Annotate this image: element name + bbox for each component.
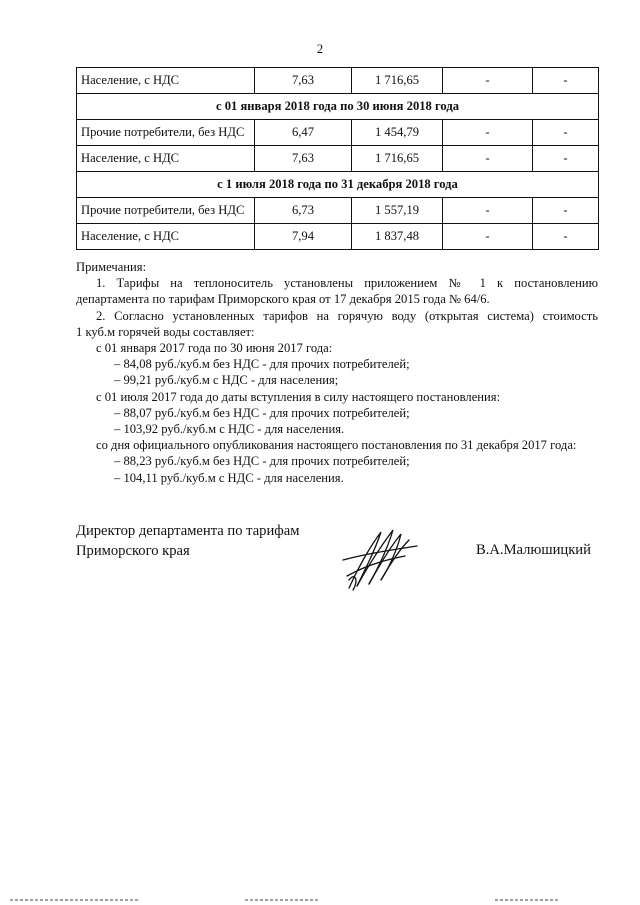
note-2-line-1: 2. Согласно установленных тарифов на горячую воду (открытая система) стоимость xyxy=(96,308,598,323)
consumer-category-cell: Население, с НДС xyxy=(77,146,255,172)
period-2-title: с 01 июля 2017 года до даты вступления в силу настоящего постановления: xyxy=(96,389,501,404)
notes-section xyxy=(76,259,598,486)
period-header: с 01 января 2018 года по 30 июня 2018 года xyxy=(77,94,599,120)
tariff-value-cell: 1 557,19 xyxy=(352,198,443,224)
empty-value-cell: - xyxy=(443,198,533,224)
period-1-item-2: – 99,21 руб./куб.м с НДС - для населения; xyxy=(114,373,339,388)
empty-value-cell: - xyxy=(533,198,599,224)
note-1-line-2: департамента по тарифам Приморского края от 17 декабря 2015 года № 64/6. xyxy=(76,292,490,307)
period-header: с 1 июля 2018 года по 31 декабря 2018 года xyxy=(77,172,599,198)
empty-value-cell: - xyxy=(443,68,533,94)
tariff-value-cell: 7,63 xyxy=(255,68,352,94)
tariff-value-cell: 6,73 xyxy=(255,198,352,224)
tariff-value-cell: 1 716,65 xyxy=(352,146,443,172)
table-row xyxy=(77,224,599,250)
empty-value-cell: - xyxy=(533,224,599,250)
tariff-value-cell: 7,94 xyxy=(255,224,352,250)
consumer-category-cell: Прочие потребители, без НДС xyxy=(77,120,255,146)
table-row xyxy=(77,68,599,94)
tariff-value-cell: 7,63 xyxy=(255,146,352,172)
period-2-item-2: – 103,92 руб./куб.м с НДС - для населения. xyxy=(114,422,345,437)
empty-value-cell: - xyxy=(533,120,599,146)
notes-heading: Примечания: xyxy=(76,260,147,274)
signatory-title-line-2: Приморского края xyxy=(76,543,190,559)
table-row xyxy=(77,146,599,172)
handwritten-signature xyxy=(335,520,425,595)
note-2-line-2: 1 куб.м горячей воды составляет: xyxy=(76,324,255,339)
period-1-item-1: – 84,08 руб./куб.м без НДС - для прочих потребителей; xyxy=(114,357,410,372)
empty-value-cell: - xyxy=(533,68,599,94)
scan-edge-marks xyxy=(0,898,640,902)
period-2-item-1: – 88,07 руб./куб.м без НДС - для прочих потребителей; xyxy=(114,405,410,420)
table-row xyxy=(77,120,599,146)
period-3-item-2: – 104,11 руб./куб.м с НДС - для населения. xyxy=(114,470,344,485)
empty-value-cell: - xyxy=(443,146,533,172)
period-3-item-1: – 88,23 руб./куб.м без НДС - для прочих потребителей; xyxy=(114,454,410,469)
consumer-category-cell: Население, с НДС xyxy=(77,224,255,250)
tariff-value-cell: 6,47 xyxy=(255,120,352,146)
table-row xyxy=(77,198,599,224)
empty-value-cell: - xyxy=(533,146,599,172)
tariff-table xyxy=(76,67,599,250)
signatory-title-line-1: Директор департамента по тарифам xyxy=(76,523,300,539)
note-1-line-1: 1. Тарифы на теплоноситель установлены приложением № 1 к постановлению xyxy=(96,276,598,291)
period-3-title: со дня официального опубликования настоящего постановления по 31 декабря 2017 года: xyxy=(96,438,577,453)
period-header-row xyxy=(77,172,599,198)
period-1-title: с 01 января 2017 года по 30 июня 2017 года: xyxy=(96,341,333,356)
consumer-category-cell: Прочие потребители, без НДС xyxy=(77,198,255,224)
page-number: 2 xyxy=(316,42,324,56)
tariff-value-cell: 1 716,65 xyxy=(352,68,443,94)
empty-value-cell: - xyxy=(443,224,533,250)
empty-value-cell: - xyxy=(443,120,533,146)
signatory-name: В.А.Малюшицкий xyxy=(476,542,591,558)
consumer-category-cell: Население, с НДС xyxy=(77,68,255,94)
tariff-value-cell: 1 454,79 xyxy=(352,120,443,146)
period-header-row xyxy=(77,94,599,120)
tariff-table-body xyxy=(77,68,599,250)
tariff-value-cell: 1 837,48 xyxy=(352,224,443,250)
signatory-title xyxy=(76,521,299,561)
